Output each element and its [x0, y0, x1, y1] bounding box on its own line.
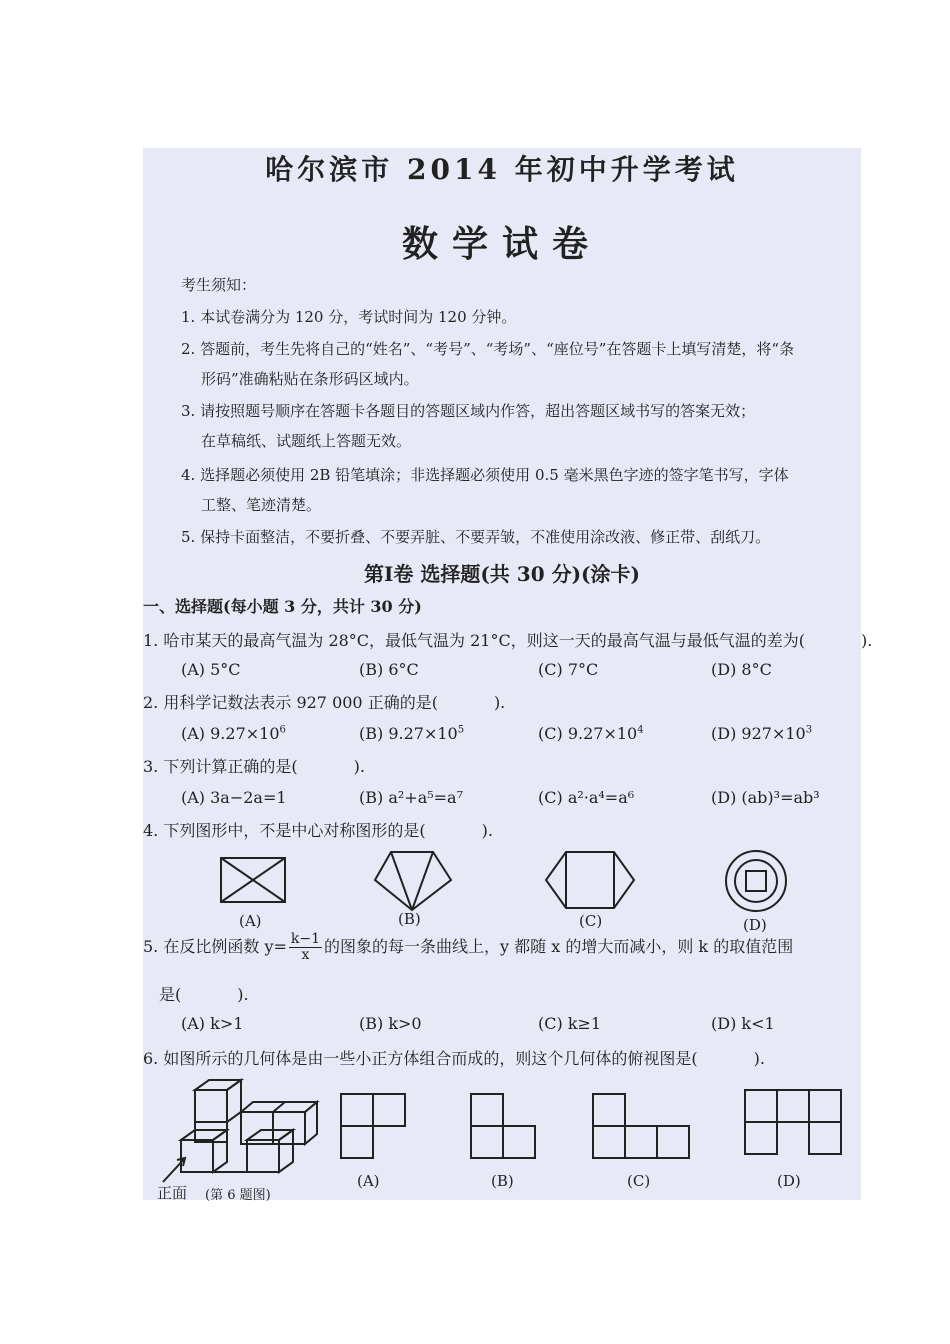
section-title: 第Ⅰ卷 选择题(共 30 分)(涂卡): [364, 562, 640, 586]
question-6-stem: [143, 1046, 765, 1069]
q6-cube-solid-figure: [153, 1078, 323, 1193]
q3-option-a[interactable]: (A) 3a−2a=1: [181, 788, 287, 807]
question-2-stem: [143, 690, 505, 713]
question-2-close: ).: [493, 693, 506, 712]
question-5-line2: [159, 982, 249, 1005]
q5-fraction: [289, 932, 322, 963]
question-2-text: 2. 用科学记数法表示 927 000 正确的是(: [143, 693, 438, 712]
q2-a-exp: 6: [279, 724, 286, 736]
q4-figure-a-rectangle-x: [219, 856, 289, 906]
q1-option-a[interactable]: (A) 5°C: [181, 660, 241, 679]
q3-option-d[interactable]: (D) (ab)³=ab³: [711, 788, 820, 807]
notice-heading: 考生须知：: [181, 276, 257, 294]
q2-option-a[interactable]: [181, 724, 286, 743]
notice-line-5: 在草稿纸、试题纸上答题无效。: [201, 432, 412, 450]
notice-line-2: 2. 答题前，考生先将自己的“姓名”、“考号”、“考场”、“座位号”在答题卡上填写清楚，将“条: [181, 340, 795, 358]
q4-label-a[interactable]: (A): [239, 912, 262, 930]
q4-label-d[interactable]: (D): [743, 916, 767, 934]
question-4-stem: [143, 818, 493, 841]
question-5-text-pre: 5. 在反比例函数 y=: [143, 937, 287, 956]
q4-figure-b-pentagon-fan: [373, 850, 453, 912]
notice-line-4: 3. 请按照题号顺序在答题卡各题目的答题区域内作答，超出答题区域书写的答案无效；: [181, 402, 756, 420]
question-4-close: ).: [481, 821, 493, 840]
q3-option-c[interactable]: (C) a²·a⁴=a⁶: [538, 788, 635, 807]
notice-line-8: 5. 保持卡面整洁，不要折叠、不要弄脏、不要弄皱，不准使用涂改液、修正带、刮纸刀。: [181, 528, 771, 546]
exam-title: 哈尔滨市 2014 年初中升学考试: [265, 153, 739, 186]
q1-option-c[interactable]: (C) 7°C: [538, 660, 599, 679]
question-6-text: 6. 如图所示的几何体是由一些小正方体组合而成的，则这个几何体的俯视图是(: [143, 1049, 698, 1068]
q6-option-b-grid: [469, 1092, 537, 1160]
q5-option-b[interactable]: (B) k>0: [359, 1014, 422, 1033]
question-5-close: ).: [237, 985, 249, 1004]
question-5-stem: [143, 932, 793, 963]
q6-figure-caption: (第 6 题图): [205, 1188, 271, 1203]
q6-label-b[interactable]: (B): [491, 1172, 514, 1190]
q4-figure-d-circle-square: [723, 848, 789, 914]
question-6-close: ).: [753, 1049, 765, 1068]
q6-label-d[interactable]: (D): [777, 1172, 801, 1190]
q2-c-exp: 4: [637, 724, 644, 736]
q1-option-b[interactable]: (B) 6°C: [359, 660, 419, 679]
q5-fraction-denominator: x: [301, 947, 310, 963]
q2-d-base: (D) 927×10: [711, 724, 806, 743]
question-1-stem: [143, 628, 872, 651]
q4-figure-c-hexagon: [544, 850, 636, 912]
q2-c-base: (C) 9.27×10: [538, 724, 638, 743]
q6-option-c-grid: [591, 1092, 691, 1160]
q6-label-c[interactable]: (C): [627, 1172, 651, 1190]
question-1-text: 1. 哈市某天的最高气温为 28°C，最低气温为 21°C，则这一天的最高气温与最低气温的差为(: [143, 631, 805, 650]
notice-line-7: 工整、笔迹清楚。: [201, 496, 322, 514]
q1-option-d[interactable]: (D) 8°C: [711, 660, 772, 679]
q2-option-b[interactable]: [359, 724, 464, 743]
q5-option-d[interactable]: (D) k<1: [711, 1014, 775, 1033]
q3-option-b[interactable]: (B) a²+a⁵=a⁷: [359, 788, 463, 807]
section-subtitle: 一、选择题(每小题 3 分，共计 30 分): [143, 597, 422, 616]
q2-a-base: (A) 9.27×10: [181, 724, 280, 743]
question-1-close: ).: [860, 631, 873, 650]
question-5-text-post: 的图象的每一条曲线上，y 都随 x 的增大而减小，则 k 的取值范围: [324, 937, 794, 956]
q2-option-d[interactable]: [711, 724, 812, 743]
notice-line-1: 1. 本试卷满分为 120 分，考试时间为 120 分钟。: [181, 308, 517, 326]
question-5-line2-text: 是(: [159, 985, 182, 1004]
q2-b-base: (B) 9.27×10: [359, 724, 458, 743]
q5-fraction-numerator: k−1: [290, 931, 321, 947]
q5-option-a[interactable]: (A) k>1: [181, 1014, 244, 1033]
q4-label-c[interactable]: (C): [579, 912, 603, 930]
exam-subtitle: 数学试卷: [401, 223, 602, 265]
q2-b-exp: 5: [457, 724, 465, 736]
q6-label-a[interactable]: (A): [357, 1172, 380, 1190]
question-4-text: 4. 下列图形中，不是中心对称图形的是(: [143, 821, 426, 840]
question-3-stem: [143, 754, 365, 777]
q4-label-b[interactable]: (B): [398, 910, 421, 928]
q2-option-c[interactable]: [538, 724, 644, 743]
q6-front-label: 正面: [157, 1184, 188, 1202]
exam-paper: [143, 148, 873, 1203]
question-3-close: ).: [353, 757, 365, 776]
notice-line-3: 形码”准确粘贴在条形码区域内。: [201, 370, 419, 388]
q6-option-d-grid: [743, 1088, 843, 1156]
notice-line-6: 4. 选择题必须使用 2B 铅笔填涂；非选择题必须使用 0.5 毫米黑色字迹的签字笔书写，字体: [181, 466, 789, 484]
question-3-text: 3. 下列计算正确的是(: [143, 757, 298, 776]
q2-d-exp: 3: [805, 724, 813, 736]
q5-option-c[interactable]: (C) k≥1: [538, 1014, 602, 1033]
q6-option-a-grid: [339, 1092, 407, 1160]
